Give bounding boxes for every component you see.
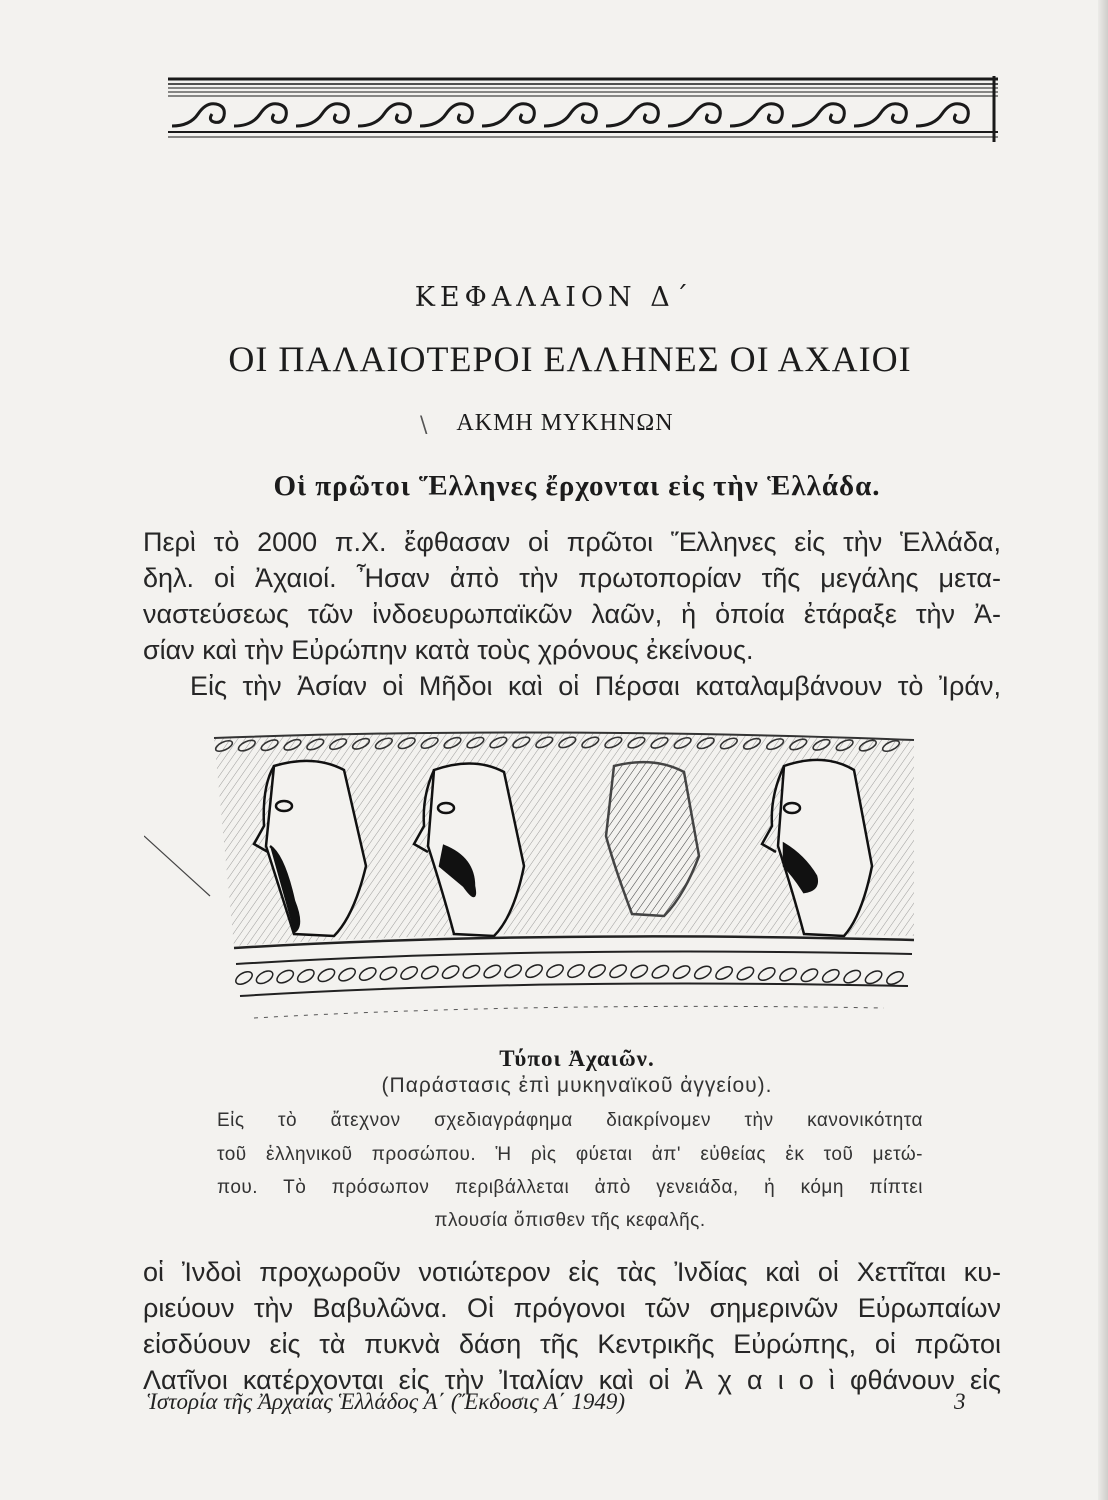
braid-link	[714, 964, 735, 982]
footer-book-title: Ἱστορία τῆς Ἀρχαίας Ἑλλάδος Α΄ (Ἔκδοσις Α΄ 1949)	[147, 1389, 625, 1414]
body-line: σίαν καὶ τὴν Εὐρώπην κατὰ τοὺς χρόνους ἐκείνους.	[143, 635, 754, 665]
braid-link	[842, 968, 863, 986]
braid-link	[337, 966, 358, 984]
body-line: εἰσδύουν εἰς τὰ πυκνὰ δάση τῆς Κεντρικῆς Εὐρώπης, οἱ πρῶτοι	[143, 1329, 1001, 1359]
braid-link	[778, 966, 799, 984]
chapter-label: ΚΕΦΑΛΑΙΟΝ Δ΄	[414, 282, 694, 313]
braid-link	[545, 962, 566, 980]
braid-link	[650, 963, 671, 981]
braid-link	[234, 969, 255, 987]
braid-link	[254, 968, 275, 986]
braid-link	[693, 964, 714, 982]
braid-link	[461, 963, 482, 981]
margin-mark: \	[420, 413, 428, 438]
braid-link	[482, 963, 503, 981]
braid-link	[566, 962, 587, 980]
chapter-title: ΟΙ ΠΑΛΑΙΟΤΕΡΟΙ ΕΛΛΗΝΕΣ ΟΙ ΑΧΑΙΟΙ	[228, 339, 912, 379]
body-line: ναστεύσεως τῶν ἰνδοευρωπαϊκῶν λαῶν, ἡ ὁποία ἐτάραξε τὴν Ἀ-	[143, 599, 1001, 629]
braid-link	[399, 964, 420, 982]
mycenaean-vase-illustration	[144, 726, 924, 1046]
caption-line: πλουσία ὄπισθεν τῆς κεφαλῆς.	[434, 1210, 706, 1231]
braid-link	[735, 965, 756, 983]
braid-link	[671, 963, 692, 981]
subheading: Οἱ πρῶτοι Ἕλληνες ἔρχονται εἰς τὴν Ἑλλάδα.	[273, 470, 881, 502]
braid-link	[440, 963, 461, 981]
braid-link	[863, 968, 884, 986]
braid-link	[296, 967, 317, 985]
body-line: Εἰς τὴν Ἀσίαν οἱ Μῆδοι καὶ οἱ Πέρσαι καταλαμβάνουν τὸ Ἰράν,	[190, 671, 1001, 701]
braid-link	[587, 962, 608, 980]
braid-link	[378, 965, 399, 983]
caption-line: τοῦ ἑλληνικοῦ προσώπου. Ἡ ρὶς φύεται ἀπ' εὐθείας ἐκ τοῦ μετώ-	[217, 1144, 923, 1165]
braid-link	[756, 965, 777, 983]
caption-line: Εἰς τὸ ἄτεχνον σχεδιαγράφημα διακρίνομεν τὴν κανονικότητα	[217, 1110, 923, 1131]
wave-border-ornament	[168, 76, 998, 142]
body-line: δηλ. οἱ Ἀχαιοί. Ἦσαν ἀπὸ τὴν πρωτοπορίαν τῆς μεγάλης μετα-	[143, 563, 1001, 593]
body-line: Λατῖνοι κατέρχονται εἰς τὴν Ἰταλίαν καὶ οἱ Ἀ χ α ι ο ὶ φθάνουν εἰς	[143, 1365, 1001, 1395]
braid-link	[821, 967, 842, 985]
braid-link	[799, 966, 820, 984]
braid-link	[524, 962, 545, 980]
figure-title: Τύποι Ἀχαιῶν.	[499, 1046, 655, 1071]
figure-source: (Παράστασις ἐπὶ μυκηναϊκοῦ ἀγγείου).	[381, 1074, 773, 1097]
braid-link	[629, 963, 650, 981]
braid-link	[885, 969, 906, 987]
braid-link	[316, 966, 337, 984]
caption-line: που. Τὸ πρόσωπον περιβάλλεται ἀπὸ γενειάδα, ἡ κόμη πίπτει	[217, 1177, 923, 1198]
braid-link	[608, 962, 629, 980]
body-line: Περὶ τὸ 2000 π.Χ. ἔφθασαν οἱ πρῶτοι Ἕλληνες εἰς τὴν Ἑλλάδα,	[143, 527, 1001, 557]
section-title: ΑΚΜΗ ΜΥΚΗΝΩΝ	[456, 410, 674, 436]
braid-link	[275, 968, 296, 986]
page-edge-shadow	[1098, 0, 1108, 1500]
braid-link	[503, 962, 524, 980]
braid-link	[420, 964, 441, 982]
page-number: 3	[954, 1389, 966, 1414]
braid-link	[357, 965, 378, 983]
body-line: οἱ Ἰνδοὶ προχωροῦν νοτιώτερον εἰς τὰς Ἰνδίας καὶ οἱ Χεττῖται κυ-	[143, 1257, 1001, 1287]
body-line: ριεύουν τὴν Βαβυλῶνα. Οἱ πρόγονοι τῶν σημερινῶν Εὐρωπαίων	[143, 1293, 1001, 1323]
